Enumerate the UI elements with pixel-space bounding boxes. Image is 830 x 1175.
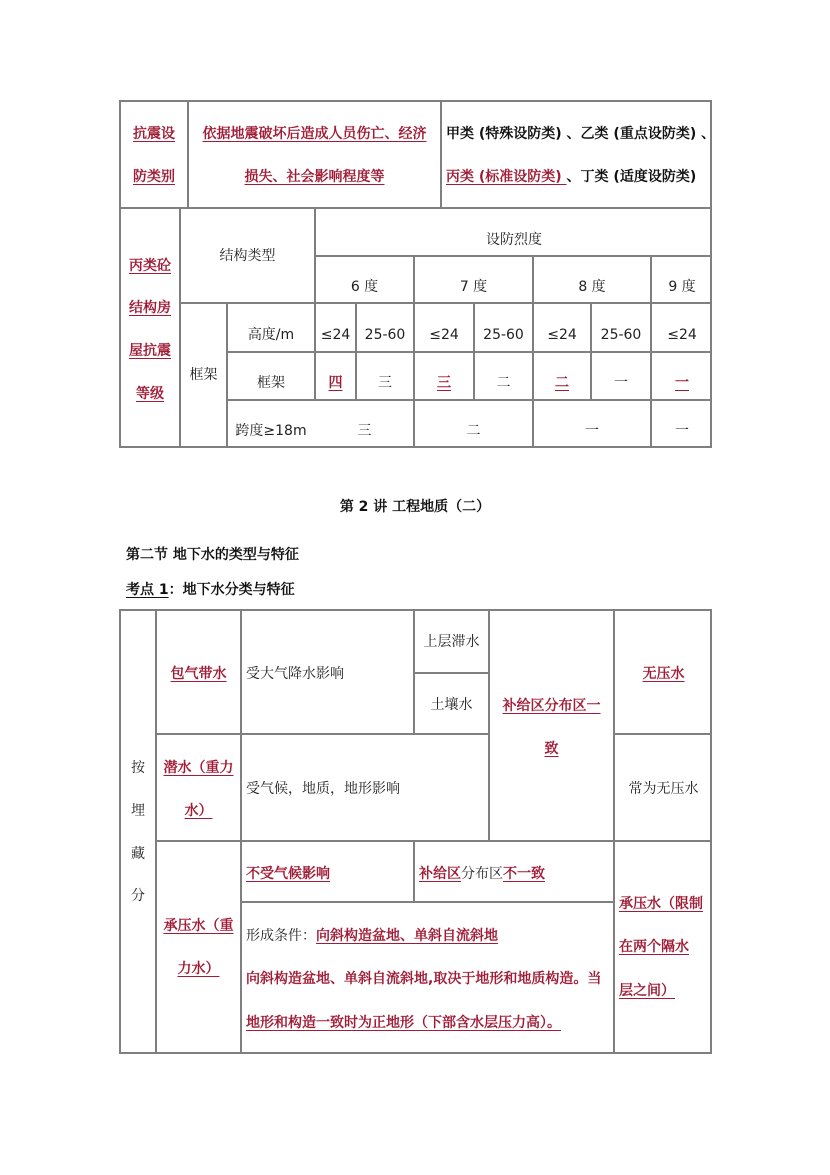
- divider: [613, 840, 712, 842]
- frame-label: 框架: [189, 367, 218, 383]
- frame-grade: 一: [614, 375, 628, 391]
- confined-definition: 在两个隔水: [619, 939, 689, 955]
- divider: [226, 399, 712, 401]
- row-header: 屋抗震: [129, 343, 171, 359]
- class-c-label: 丙类 (标准设防类): [446, 169, 567, 185]
- seismic-category-table: [119, 100, 712, 209]
- recharge-consistent: 补给区分布区一: [502, 698, 601, 714]
- seismic-category-header: 防类别: [133, 169, 175, 185]
- height-value: 25-60: [600, 327, 642, 343]
- perched-water: 上层滞水: [423, 634, 480, 650]
- inconsistent: 不一致: [503, 866, 545, 882]
- side-label: 埋: [131, 803, 145, 819]
- row-header: 丙类砼: [129, 258, 171, 274]
- not-climate-affected: 不受气候影响: [246, 866, 330, 882]
- side-label: 藏: [131, 846, 145, 862]
- height-value: ≤24: [547, 327, 577, 343]
- frame-grade: 二: [496, 375, 511, 391]
- recharge-consistent: 致: [544, 741, 559, 757]
- height-value: ≤24: [320, 327, 351, 343]
- height-value: ≤24: [429, 327, 459, 343]
- confined-definition: 承压水（限制: [619, 896, 703, 912]
- formation-detail: 地形和构造一致时为正地形（下部含水层压力高）。: [246, 1015, 561, 1031]
- phreatic-description: 受气候，地质，地形影响: [246, 781, 400, 797]
- classification-basis: 依据地震破坏后造成人员伤亡、经济: [202, 126, 427, 142]
- frame-grade: 四: [328, 375, 343, 391]
- height-value: 25-60: [364, 327, 406, 343]
- divider: [314, 255, 712, 257]
- divider: [179, 207, 181, 448]
- height-label: 高度/m: [247, 327, 295, 343]
- frame-row-label: 框架: [257, 375, 285, 391]
- formation-basin: 向斜构造盆地、单斜自流斜地: [316, 928, 498, 944]
- confined-water: 承压水（重: [163, 918, 234, 934]
- side-label: 分: [131, 888, 145, 904]
- divider: [488, 609, 490, 841]
- soil-water: 土壤水: [430, 697, 473, 713]
- frame-grade: 三: [437, 375, 451, 391]
- degree-label: 8 度: [578, 279, 606, 295]
- row-header: 结构房: [129, 300, 171, 316]
- divider: [187, 100, 189, 209]
- height-value: ≤24: [667, 327, 697, 343]
- span-label: 跨度≥18m: [235, 423, 307, 439]
- classes-line-2: [446, 167, 696, 187]
- divider: [613, 733, 712, 735]
- recharge-inconsistent: [419, 864, 545, 884]
- height-value: 25-60: [483, 327, 524, 343]
- vadose-water: 包气带水: [170, 666, 227, 682]
- frame-grade: 二: [555, 375, 569, 391]
- phreatic-water: 水）: [184, 803, 213, 819]
- distribution-area: 分布区: [461, 866, 503, 882]
- structure-type-label: 结构类型: [219, 248, 276, 264]
- phreatic-water: 潜水（重力: [163, 760, 234, 776]
- exam-point-title: [126, 579, 295, 599]
- frame-grade: 三: [378, 375, 392, 391]
- span-grade: 三: [357, 423, 372, 439]
- divider: [226, 351, 712, 353]
- side-label: 按: [131, 760, 145, 776]
- degree-label: 7 度: [459, 279, 488, 295]
- divider: [413, 840, 415, 902]
- row-header: 等级: [136, 386, 164, 402]
- seismic-category-header: 抗震设: [133, 126, 175, 142]
- phreatic-note: 常为无压水: [628, 781, 699, 797]
- confined-water: 力水）: [177, 961, 220, 977]
- lecture-title: 第 2 讲 工程地质（二）: [339, 499, 491, 515]
- divider: [440, 100, 442, 209]
- unconfined-water: 无压水: [642, 666, 685, 682]
- exam-point-label: 考点 1: [126, 582, 169, 598]
- frame-grade: 一: [675, 375, 689, 391]
- divider: [240, 901, 614, 903]
- formation-conditions: [246, 926, 498, 946]
- span-grade: 二: [466, 423, 481, 439]
- intensity-label: 设防烈度: [486, 232, 542, 248]
- exam-point-text: ：地下水分类与特征: [168, 582, 295, 598]
- span-grade: 一: [675, 423, 689, 439]
- formation-detail: 向斜构造盆地、单斜自流斜地,取决于地形和地质构造。当: [246, 971, 602, 987]
- degree-label: 6 度: [350, 279, 379, 295]
- divider: [179, 302, 712, 304]
- divider: [413, 672, 489, 674]
- class-d-label: 、丁类 (适度设防类): [566, 169, 697, 185]
- divider: [155, 733, 489, 735]
- vadose-description: 受大气降水影响: [246, 666, 344, 682]
- divider: [155, 840, 614, 842]
- degree-label: 9 度: [668, 279, 696, 295]
- confined-definition: 层之间）: [619, 983, 675, 999]
- divider: [240, 609, 242, 1054]
- classification-basis: 损失、社会影响程度等: [244, 169, 385, 185]
- formation-label: 形成条件：: [246, 928, 316, 944]
- section-title: 第二节 地下水的类型与特征: [126, 547, 299, 563]
- classes-line-1: 甲类 (特殊设防类) 、乙类 (重点设防类) 、: [446, 126, 716, 142]
- recharge-area: 补给区: [419, 866, 461, 882]
- span-grade: 一: [585, 423, 599, 439]
